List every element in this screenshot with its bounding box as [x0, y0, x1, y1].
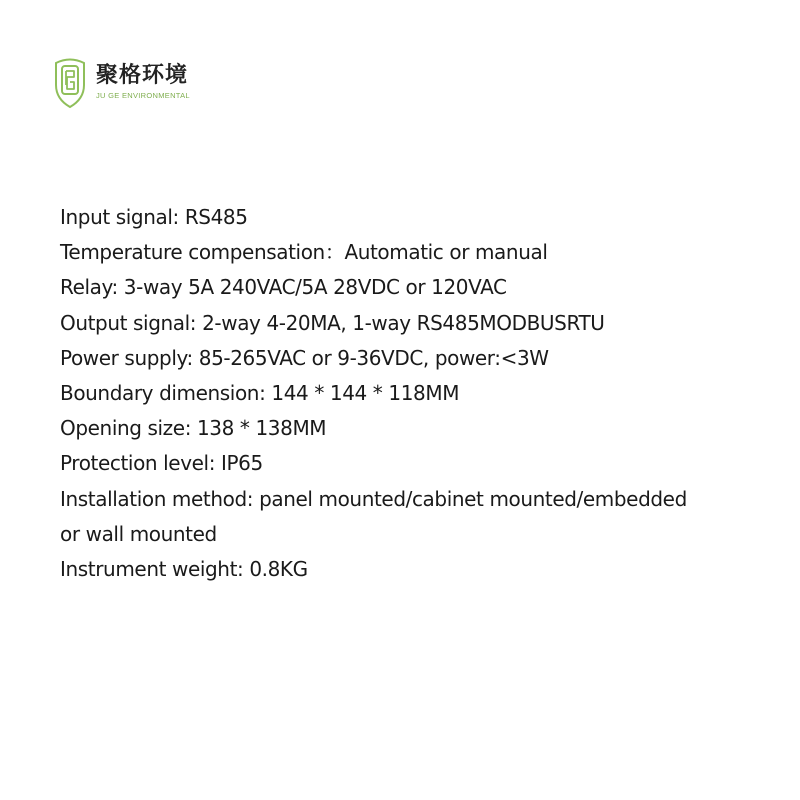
spec-separator: : — [184, 416, 197, 441]
brand-name-chinese: 聚格环境 — [96, 63, 189, 88]
spec-label: Output signal — [60, 310, 190, 335]
spec-value: 2-way 4-20MA, 1-way RS485MODBUSRTU — [202, 310, 605, 335]
spec-list — [60, 200, 760, 587]
spec-value: RS485 — [184, 205, 248, 229]
spec-label: Instrument weight — [60, 557, 238, 582]
spec-opening-size — [60, 411, 760, 446]
spec-label: Power supply — [60, 345, 187, 370]
spec-temperature-compensation — [60, 235, 760, 270]
spec-installation-method — [60, 482, 760, 517]
spec-separator: : — [259, 381, 272, 406]
spec-label: Temperature compensation — [60, 240, 325, 265]
spec-label: Boundary dimension — [60, 381, 260, 406]
spec-power-supply — [60, 341, 760, 376]
spec-protection-level — [60, 446, 760, 481]
spec-value: IP65 — [221, 451, 263, 476]
spec-separator: : — [208, 451, 221, 476]
brand-name-english: JU GE ENVIRONMENTAL — [96, 91, 190, 100]
spec-separator: : — [237, 557, 250, 582]
spec-output-signal — [60, 306, 760, 341]
spec-value: Automatic or manual — [344, 240, 548, 265]
spec-separator: : — [172, 205, 185, 229]
spec-input-signal — [60, 200, 760, 235]
spec-separator: : — [189, 310, 203, 335]
spec-value: panel mounted/cabinet mounted/embedded — [259, 486, 687, 511]
spec-value: 0.8KG — [249, 557, 308, 582]
spec-label: Installation method — [60, 486, 247, 511]
spec-label: Opening size — [60, 416, 185, 441]
shield-logo-icon — [50, 55, 90, 109]
spec-installation-method-continued — [60, 517, 760, 552]
spec-value: 144 * 144 * 118MM — [271, 381, 460, 406]
spec-value: 85-265VAC or 9-36VDC, power:<3W — [198, 345, 549, 370]
spec-instrument-weight — [60, 552, 760, 587]
spec-label: Protection level — [60, 451, 209, 476]
spec-label: Input signal — [60, 205, 173, 229]
spec-value: 138 * 138MM — [196, 416, 327, 441]
spec-separator: : — [186, 345, 199, 370]
spec-separator: : — [111, 275, 124, 300]
spec-separator: ： — [324, 240, 345, 265]
spec-separator: : — [246, 486, 260, 511]
spec-relay — [60, 270, 760, 305]
spec-label: Relay — [60, 275, 112, 300]
spec-value: 3-way 5A 240VAC/5A 28VDC or 120VAC — [123, 275, 507, 300]
spec-value: or wall mounted — [60, 521, 217, 546]
brand-logo — [50, 54, 190, 110]
spec-boundary-dimension — [60, 376, 760, 411]
